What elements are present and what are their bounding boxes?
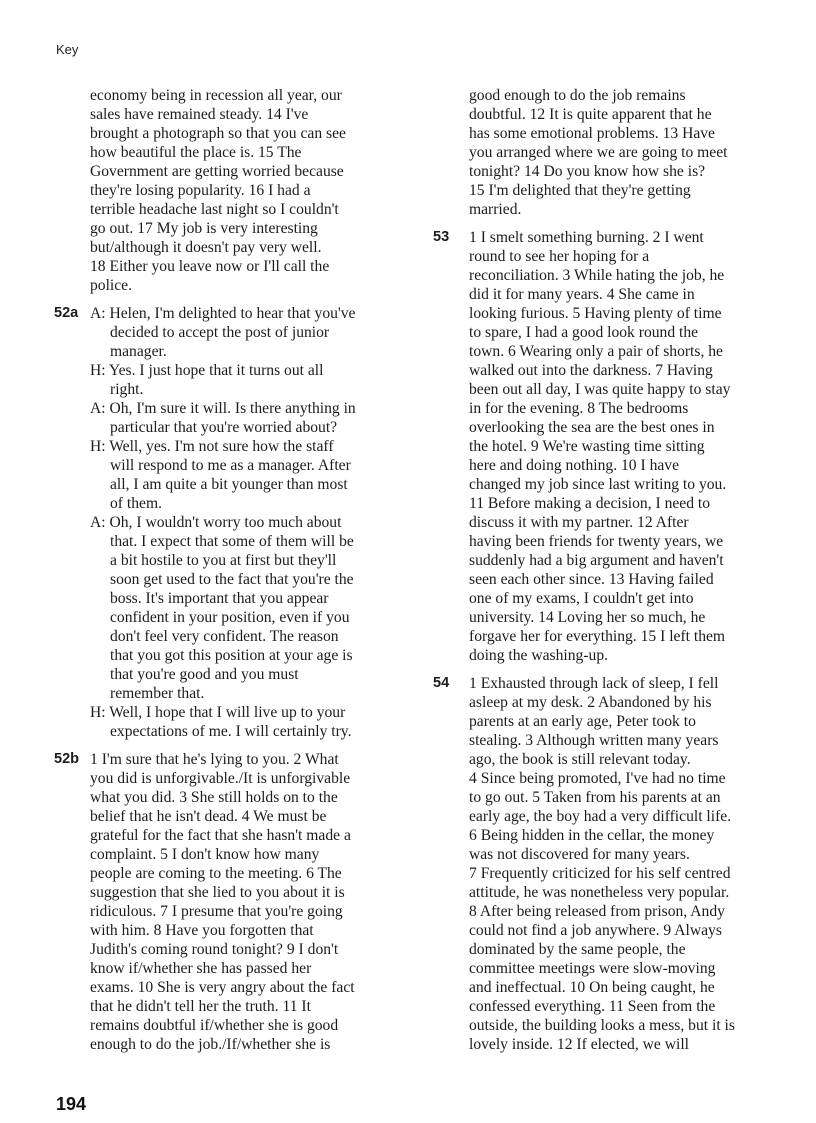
text-line: with him. 8 Have you forgotten that [90, 922, 314, 939]
text-line: dominated by the same people, the [469, 941, 686, 958]
text-line: 15 I'm delighted that they're getting [469, 182, 691, 199]
continued-text-right [469, 86, 789, 219]
text-line: belief that he isn't dead. 4 We must be [90, 808, 327, 825]
text-line: and ineffectual. 10 On being caught, he [469, 979, 715, 996]
text-line: what you did. 3 She still holds on to the [90, 789, 338, 806]
text-line: A: Oh, I wouldn't worry too much about [90, 514, 342, 531]
page-number: 194 [56, 1094, 87, 1114]
text-line: lovely inside. 12 If elected, we will [469, 1036, 689, 1053]
text-line: people are coming to the meeting. 6 The [90, 865, 342, 882]
text-line: they're losing popularity. 16 I had a [90, 182, 311, 199]
text-line: soon get used to the fact that you're the [110, 571, 354, 588]
continued-text-left [90, 86, 410, 295]
text-line: manager. [110, 343, 167, 360]
section-number: 54 [433, 675, 450, 691]
text-line: been out all day, I was quite happy to stay [469, 381, 731, 398]
text-line: the hotel. 9 We're wasting time sitting [469, 438, 705, 455]
text-line: 18 Either you leave now or I'll call the [90, 258, 330, 275]
text-line: looking furious. 5 Having plenty of time [469, 305, 722, 322]
text-line: complaint. 5 I don't know how many [90, 846, 320, 863]
text-line: know if/whether she has passed her [90, 960, 312, 977]
text-line: round to see her hoping for a [469, 248, 650, 265]
text-line: 1 I'm sure that he's lying to you. 2 What [90, 751, 339, 768]
text-line: walked out into the darkness. 7 Having [469, 362, 713, 379]
text-line: in for the evening. 8 The bedrooms [469, 400, 689, 417]
text-line: committee meetings were slow-moving [469, 960, 716, 977]
text-line: of them. [110, 495, 162, 512]
text-line: remains doubtful if/whether she is good [90, 1017, 339, 1034]
text-line: here and doing nothing. 10 I have [469, 457, 680, 474]
section-number: 52a [54, 305, 79, 321]
text-line: particular that you're worried about? [110, 419, 338, 436]
text-line: Judith's coming round tonight? 9 I don't [90, 941, 339, 958]
answers-54 [469, 674, 789, 1054]
text-line: was not discovered for many years. [469, 846, 690, 863]
text-line: H: Yes. I just hope that it turns out all [90, 362, 324, 379]
text-line: to spare, I had a good look round the [469, 324, 699, 341]
text-line: 11 Before making a decision, I need to [469, 495, 711, 512]
text-line: could not find a job anywhere. 9 Always [469, 922, 722, 939]
text-line: having been friends for twenty years, we [469, 533, 724, 550]
text-line: reconciliation. 3 While hating the job, he [469, 267, 725, 284]
text-line: one of my exams, I couldn't get into [469, 590, 694, 607]
text-line: grateful for the fact that she hasn't made a [90, 827, 351, 844]
text-line: did it for many years. 4 She came in [469, 286, 695, 303]
section-number: 52b [54, 751, 79, 767]
text-line: all, I am quite a bit younger than most [110, 476, 348, 493]
text-line: overlooking the sea are the best ones in [469, 419, 715, 436]
text-line: ago, the book is still relevant today. [469, 751, 691, 768]
text-line: suddenly had a big argument and haven't [469, 552, 724, 569]
text-line: 6 Being hidden in the cellar, the money [469, 827, 715, 844]
text-line: doing the washing-up. [469, 647, 609, 664]
text-line: 4 Since being promoted, I've had no time [469, 770, 726, 787]
answers-52b [90, 750, 410, 1054]
text-line: enough to do the job./If/whether she is [90, 1036, 331, 1053]
text-line: good enough to do the job remains [469, 87, 686, 104]
text-line: confident in your position, even if you [110, 609, 350, 626]
text-line: forgave her for everything. 15 I left them [469, 628, 726, 645]
text-line: suggestion that she lied to you about it is [90, 884, 345, 901]
text-line: to go out. 5 Taken from his parents at an [469, 789, 721, 806]
dialogue-52a [90, 304, 410, 741]
text-line: A: Helen, I'm delighted to hear that you've [90, 305, 356, 322]
text-line: sales have remained steady. 14 I've [90, 106, 309, 123]
section-number: 53 [433, 229, 450, 245]
section-54 [433, 674, 789, 1054]
text-line: ridiculous. 7 I presume that you're going [90, 903, 343, 920]
text-line: that. I expect that some of them will be [110, 533, 354, 550]
text-line: doubtful. 12 It is quite apparent that he [469, 106, 712, 123]
left-column [54, 86, 410, 1054]
text-line: H: Well, yes. I'm not sure how the staff [90, 438, 334, 455]
text-line: tonight? 14 Do you know how she is? [469, 163, 706, 180]
text-line: expectations of me. I will certainly try. [110, 723, 352, 740]
text-line: right. [110, 381, 144, 398]
text-line: terrible headache last night so I couldn't [90, 201, 339, 218]
text-line: 7 Frequently criticized for his self centred [469, 865, 731, 882]
text-line: seen each other since. 13 Having failed [469, 571, 714, 588]
text-line: remember that. [110, 685, 205, 702]
text-line: you did is unforgivable./It is unforgivable [90, 770, 351, 787]
text-line: stealing. 3 Although written many years [469, 732, 719, 749]
text-line: H: Well, I hope that I will live up to your [90, 704, 346, 721]
section-53 [433, 228, 789, 665]
text-line: university. 14 Loving her so much, he [469, 609, 706, 626]
text-line: discuss it with my partner. 12 After [469, 514, 689, 531]
section-52a [54, 304, 410, 741]
text-line: boss. It's important that you appear [110, 590, 329, 607]
text-line: attitude, he was nonetheless very popular. [469, 884, 730, 901]
text-line: 8 After being released from prison, Andy [469, 903, 725, 920]
text-line: parents at an early age, Peter took to [469, 713, 696, 730]
text-line: how beautiful the place is. 15 The [90, 144, 302, 161]
running-header: Key [56, 42, 79, 57]
text-line: brought a photograph so that you can see [90, 125, 346, 142]
text-line: 1 Exhausted through lack of sleep, I fell [469, 675, 719, 692]
text-line: that you got this position at your age is [110, 647, 353, 664]
text-line: town. 6 Wearing only a pair of shorts, he [469, 343, 723, 360]
answers-53 [469, 228, 789, 665]
text-line: that he didn't tell her the truth. 11 It [90, 998, 311, 1015]
text-line: asleep at my desk. 2 Abandoned by his [469, 694, 712, 711]
text-line: has some emotional problems. 13 Have [469, 125, 715, 142]
text-line: you arranged where we are going to meet [469, 144, 728, 161]
text-line: economy being in recession all year, our [90, 87, 342, 104]
text-line: confessed everything. 11 Seen from the [469, 998, 716, 1015]
text-line: go out. 17 My job is very interesting [90, 220, 318, 237]
section-52b [54, 750, 410, 1054]
right-column [433, 86, 789, 1054]
text-line: exams. 10 She is very angry about the fact [90, 979, 355, 996]
text-line: married. [469, 201, 522, 218]
text-line: outside, the building looks a mess, but it is [469, 1017, 735, 1034]
text-line: changed my job since last writing to you. [469, 476, 727, 493]
text-line: don't feel very confident. The reason [110, 628, 339, 645]
text-line: early age, the boy had a very difficult life. [469, 808, 732, 825]
text-line: police. [90, 277, 132, 294]
text-line: a bit hostile to you at first but they'll [110, 552, 337, 569]
text-line: will respond to me as a manager. After [110, 457, 351, 474]
text-line: A: Oh, I'm sure it will. Is there anything in [90, 400, 356, 417]
text-line: but/although it doesn't pay very well. [90, 239, 322, 256]
text-line: that you're good and you must [110, 666, 299, 683]
text-line: 1 I smelt something burning. 2 I went [469, 229, 704, 246]
text-line: Government are getting worried because [90, 163, 344, 180]
text-line: decided to accept the post of junior [110, 324, 330, 341]
